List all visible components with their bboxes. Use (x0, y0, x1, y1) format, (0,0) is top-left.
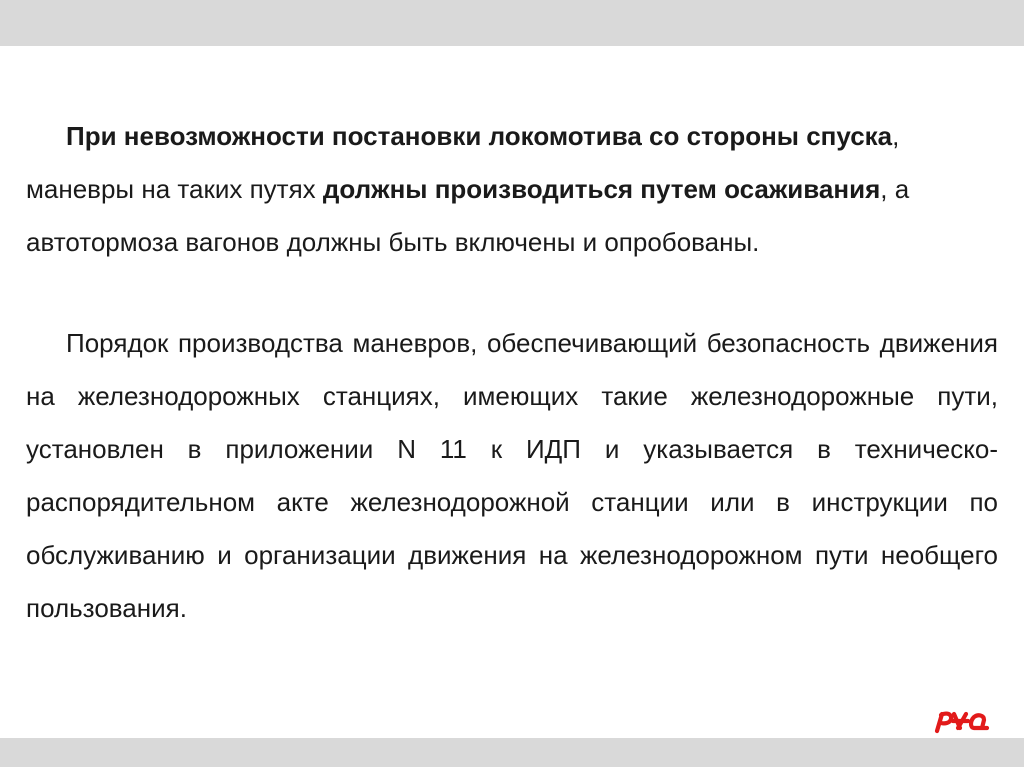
bottom-band (0, 738, 1024, 767)
paragraph-1 (26, 110, 998, 269)
paragraph-1-text: , маневры на таких путях (26, 121, 900, 204)
top-band (0, 0, 1024, 46)
slide-content (26, 110, 998, 635)
paragraph-1-bold-intro: При невозможности постановки локомотива со стороны спуска (66, 121, 893, 151)
paragraph-1-bold-emphasis: должны производиться путем осаживания (322, 174, 881, 204)
paragraph-2: Порядок производства маневров, обеспечивающий безопасность движения на железнодорожных станциях, имеющих такие железнодорожные пути, установлен в приложении N 11 к ИДП и указывается в техническо-распорядительном акте железнодорожной станции или в инструкции по обслуживанию и организации движения на железнодорожном пути необщего пользования. (26, 328, 998, 623)
paragraph-1-tail: , а автотормоза вагонов должны быть включены и опробованы. (26, 174, 910, 257)
rzd-logo-icon (930, 706, 994, 734)
